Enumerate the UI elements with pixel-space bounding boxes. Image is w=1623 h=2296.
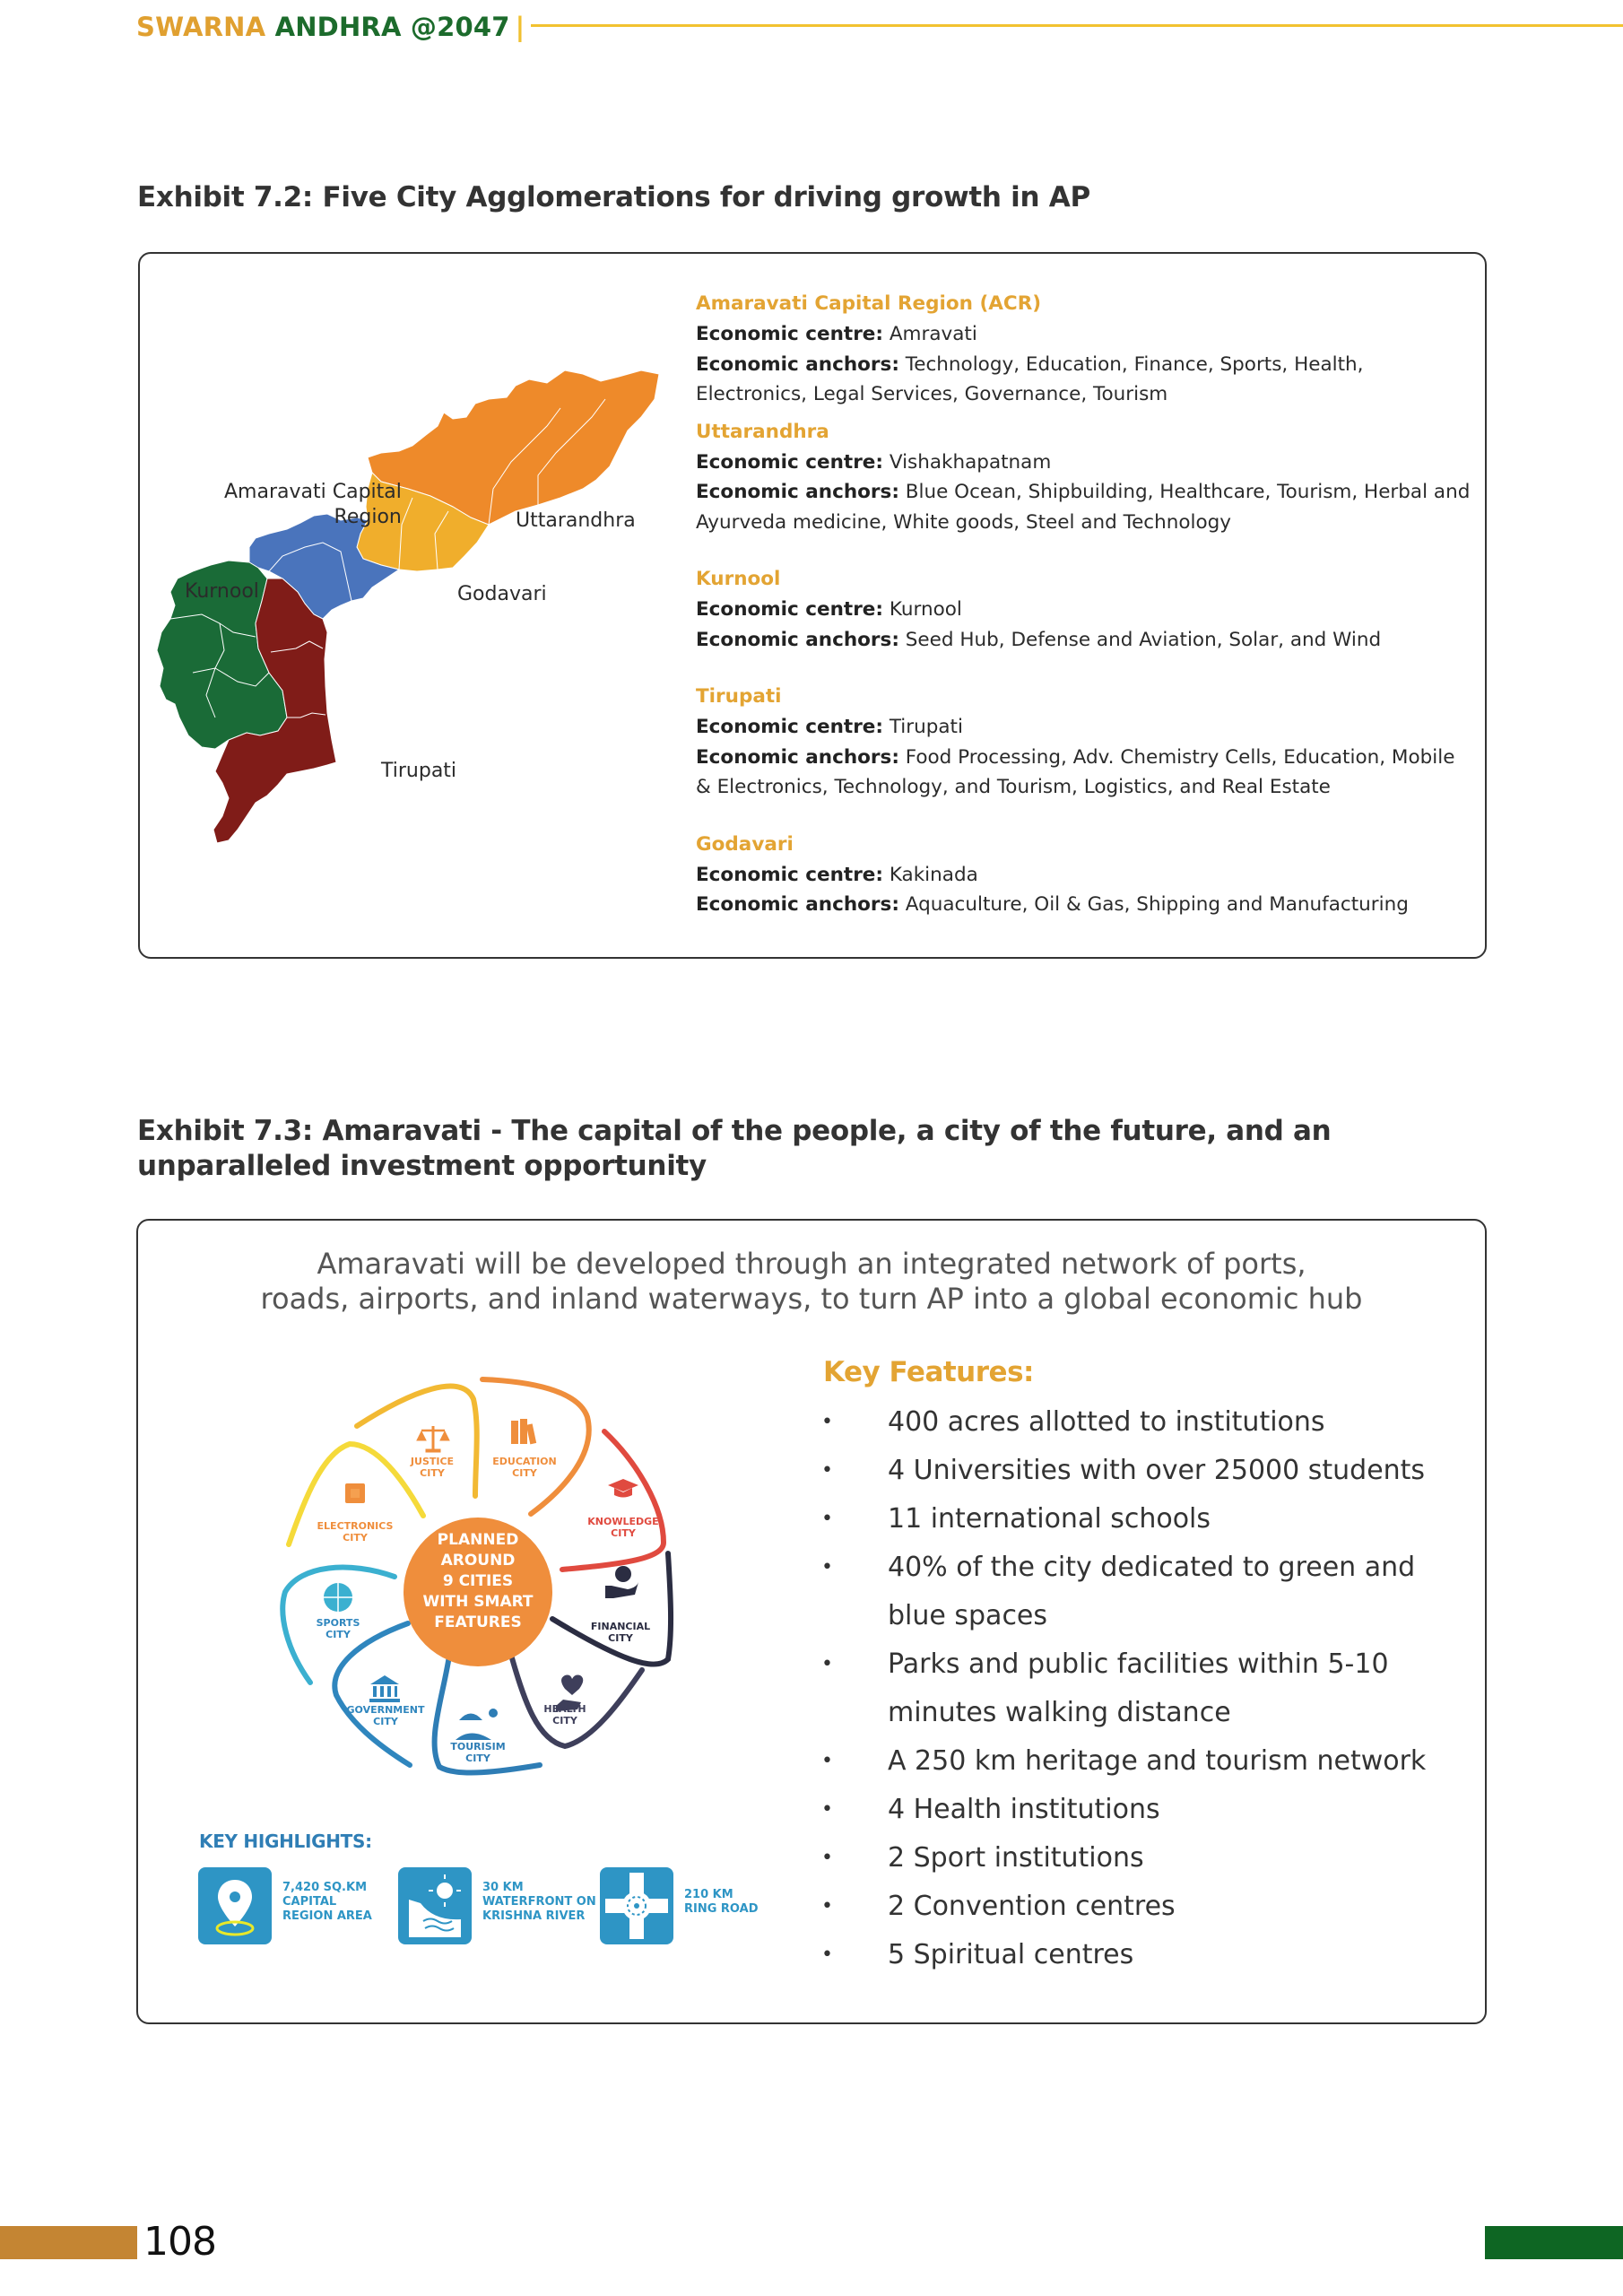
feature-item [821, 1737, 1449, 1786]
map-label-acr-line2: Region [334, 506, 402, 528]
footer-bar-right [1485, 2226, 1623, 2259]
feature-text: 5 Spiritual centres [888, 1939, 1134, 1970]
centre-value: Amravati [889, 323, 977, 345]
bullet: • [821, 1944, 833, 1966]
feature-text: 4 Universities with over 25000 students [888, 1455, 1426, 1486]
page-number: 108 [143, 2219, 216, 2265]
center-line: PLANNED [437, 1531, 519, 1549]
city-name: SPORTS [316, 1617, 360, 1629]
economic-centre [696, 712, 1476, 743]
centre-label: Economic centre: [696, 323, 883, 345]
city-financial [571, 1621, 670, 1644]
feature-item [821, 1544, 1449, 1640]
feature-item [821, 1398, 1449, 1447]
intro-line-2: roads, airports, and inland waterways, to turn AP into a global economic hub [260, 1282, 1363, 1316]
map-graphic [152, 363, 681, 861]
bullet: • [821, 1653, 833, 1675]
highlight-ring-road [600, 1867, 759, 1944]
centre-label: Economic centre: [696, 598, 883, 621]
map-label-tirupati: Tirupati [381, 760, 457, 782]
center-line: WITH SMART [422, 1593, 534, 1611]
city-suffix: CITY [611, 1527, 636, 1539]
ring-road-icon [600, 1867, 673, 1944]
anchors-value: Technology, Education, Finance, Sports, Health, Electronics, Legal Services, Governance, Tourism [696, 352, 1364, 405]
petal-knowledge [562, 1431, 664, 1570]
feature-item [821, 1447, 1449, 1495]
ap-region-map [152, 363, 681, 861]
centre-label: Economic centre: [696, 716, 883, 738]
government-building-icon [369, 1675, 400, 1702]
feature-item [821, 1883, 1449, 1931]
city-suffix: CITY [373, 1716, 398, 1727]
bullet: • [821, 1556, 833, 1578]
anchors-label: Economic anchors: [696, 352, 899, 376]
feature-text: 11 international schools [888, 1503, 1211, 1535]
petal-government [334, 1623, 410, 1765]
city-name: ELECTRONICS [317, 1520, 394, 1532]
centre-value: Vishakhapatnam [889, 450, 1052, 474]
bullet: • [821, 1508, 833, 1530]
rupee-hand-icon [605, 1566, 638, 1598]
anchors-value: Aquaculture, Oil & Gas, Shipping and Manufacturing [905, 893, 1409, 916]
centre-value: Kurnool [889, 598, 962, 621]
anchors-value: Blue Ocean, Shipbuilding, Healthcare, Tourism, Herbal and Ayurveda medicine, White goods, Steel and Technology [696, 481, 1471, 534]
city-education [475, 1456, 574, 1479]
amaravati-intro [179, 1247, 1444, 1317]
center-line: 9 CITIES [442, 1572, 514, 1590]
feature-text: 4 Health institutions [888, 1794, 1160, 1825]
brand-andhra: ANDHRA @2047 [274, 12, 510, 42]
economic-anchors [696, 625, 1476, 656]
city-name: HEALTH [543, 1703, 586, 1715]
anchors-label: Economic anchors: [696, 745, 899, 769]
exhibit-7-3-title: Exhibit 7.3: Amaravati - The capital of the people, a city of the future, and an unparalleled investment opportunity [137, 1115, 1332, 1182]
region-name: Tirupati [696, 685, 782, 708]
city-suffix: CITY [608, 1632, 633, 1644]
bullet: • [821, 1750, 833, 1772]
location-pin-icon [198, 1867, 272, 1944]
running-header [136, 9, 525, 45]
waterfront-icon [398, 1867, 472, 1944]
map-label-godavari: Godavari [457, 583, 547, 605]
map-label-acr-line1: Amaravati Capital [224, 481, 402, 503]
footer-bar-left [0, 2226, 137, 2259]
graduation-cap-icon [608, 1479, 638, 1498]
economic-anchors [696, 743, 1476, 803]
bullet: • [821, 1847, 833, 1869]
economic-centre [696, 860, 1476, 891]
map-label-kurnool: Kurnool [185, 580, 259, 603]
feature-item [821, 1786, 1449, 1834]
city-justice [383, 1456, 482, 1479]
centre-label: Economic centre: [696, 863, 883, 886]
feature-text: 2 Sport institutions [888, 1842, 1144, 1874]
region-name: Kurnool [696, 568, 781, 590]
chip-icon [345, 1483, 365, 1503]
books-icon [511, 1419, 536, 1444]
beach-icon [456, 1709, 498, 1740]
feature-text: 40% of the city dedicated to green and blue spaces [888, 1552, 1416, 1631]
anchors-value: Food Processing, Adv. Chemistry Cells, Education, Mobile & Electronics, Technology, and Tourism, Logistics, and Real Estate [696, 745, 1455, 798]
nine-cities-diagram [269, 1363, 681, 1794]
feature-item [821, 1495, 1449, 1544]
city-name: KNOWLEDGE [587, 1516, 659, 1527]
economic-anchors [696, 350, 1476, 410]
petal-justice [357, 1387, 477, 1496]
map-label-uttarandhra: Uttarandhra [516, 509, 636, 532]
feature-item [821, 1640, 1449, 1737]
region-tirupati [696, 682, 1476, 803]
map-label-acr [224, 480, 402, 530]
anchors-label: Economic anchors: [696, 893, 899, 916]
region-name: Uttarandhra [696, 420, 829, 443]
region-descriptions [696, 289, 1476, 933]
city-name: JUSTICE [410, 1456, 455, 1467]
region-godavari [696, 830, 1476, 920]
key-features-title: Key Features: [823, 1356, 1034, 1388]
bullet: • [821, 1895, 833, 1918]
anchors-label: Economic anchors: [696, 628, 899, 651]
highlight-text: 30 KM WATERFRONT ON KRISHNA RIVER [482, 1881, 596, 1923]
economic-anchors [696, 477, 1476, 537]
economic-centre [696, 448, 1476, 478]
petal-education [482, 1379, 589, 1514]
city-suffix: CITY [552, 1715, 577, 1726]
highlight-capital-area [198, 1867, 372, 1944]
feature-item [821, 1931, 1449, 1979]
header-brand [136, 12, 510, 42]
city-sports [289, 1617, 387, 1640]
centre-value: Tirupati [889, 716, 963, 738]
economic-centre [696, 319, 1476, 350]
region-name: Godavari [696, 832, 794, 856]
center-line: FEATURES [434, 1613, 522, 1631]
highlight-text: 7,420 SQ.KM CAPITAL REGION AREA [282, 1881, 372, 1923]
city-electronics [306, 1520, 404, 1544]
bullet: • [821, 1459, 833, 1482]
scales-icon [417, 1426, 449, 1452]
city-suffix: CITY [512, 1467, 537, 1479]
economic-centre [696, 595, 1476, 625]
economic-anchors [696, 890, 1476, 920]
bullet: • [821, 1411, 833, 1433]
region-kurnool [696, 564, 1476, 655]
highlight-text: 210 KM RING ROAD [684, 1888, 759, 1916]
city-suffix: CITY [465, 1752, 490, 1764]
key-features-list [821, 1398, 1449, 1979]
city-name: FINANCIAL [590, 1621, 651, 1632]
highlight-waterfront [398, 1867, 596, 1944]
key-highlights-title: KEY HIGHLIGHTS: [199, 1831, 372, 1852]
wheel-center-text [402, 1530, 554, 1633]
centre-label: Economic centre: [696, 450, 883, 474]
feature-text: Parks and public facilities within 5-10 minutes walking distance [888, 1648, 1389, 1728]
exhibit-7-2-title: Exhibit 7.2: Five City Agglomerations for driving growth in AP [137, 181, 1090, 213]
city-name: TOURISIM [450, 1741, 506, 1752]
center-line: AROUND [440, 1552, 516, 1570]
feature-text: A 250 km heritage and tourism network [888, 1745, 1427, 1777]
bullet: • [821, 1798, 833, 1821]
city-name: EDUCATION [492, 1456, 557, 1467]
city-suffix: CITY [343, 1532, 368, 1544]
city-suffix: CITY [420, 1467, 445, 1479]
city-tourism [429, 1741, 527, 1764]
header-separator: | [515, 12, 525, 42]
brand-swarna: SWARNA [136, 12, 266, 42]
feature-text: 2 Convention centres [888, 1891, 1176, 1922]
city-health [516, 1703, 614, 1726]
header-rule [531, 24, 1623, 27]
city-suffix: CITY [325, 1629, 351, 1640]
feature-item [821, 1834, 1449, 1883]
anchors-value: Seed Hub, Defense and Aviation, Solar, and Wind [905, 628, 1382, 651]
city-government [336, 1704, 435, 1727]
city-knowledge [574, 1516, 673, 1539]
city-name: GOVERNMENT [346, 1704, 425, 1716]
petal-health [509, 1648, 642, 1746]
feature-text: 400 acres allotted to institutions [888, 1406, 1325, 1438]
anchors-label: Economic anchors: [696, 481, 899, 503]
region-acr [696, 289, 1476, 410]
basketball-icon [324, 1583, 352, 1612]
centre-value: Kakinada [889, 863, 978, 886]
region-name: Amaravati Capital Region (ACR) [696, 292, 1042, 315]
region-uttarandhra [696, 417, 1476, 538]
intro-line-1: Amaravati will be developed through an integrated network of ports, [317, 1247, 1306, 1281]
